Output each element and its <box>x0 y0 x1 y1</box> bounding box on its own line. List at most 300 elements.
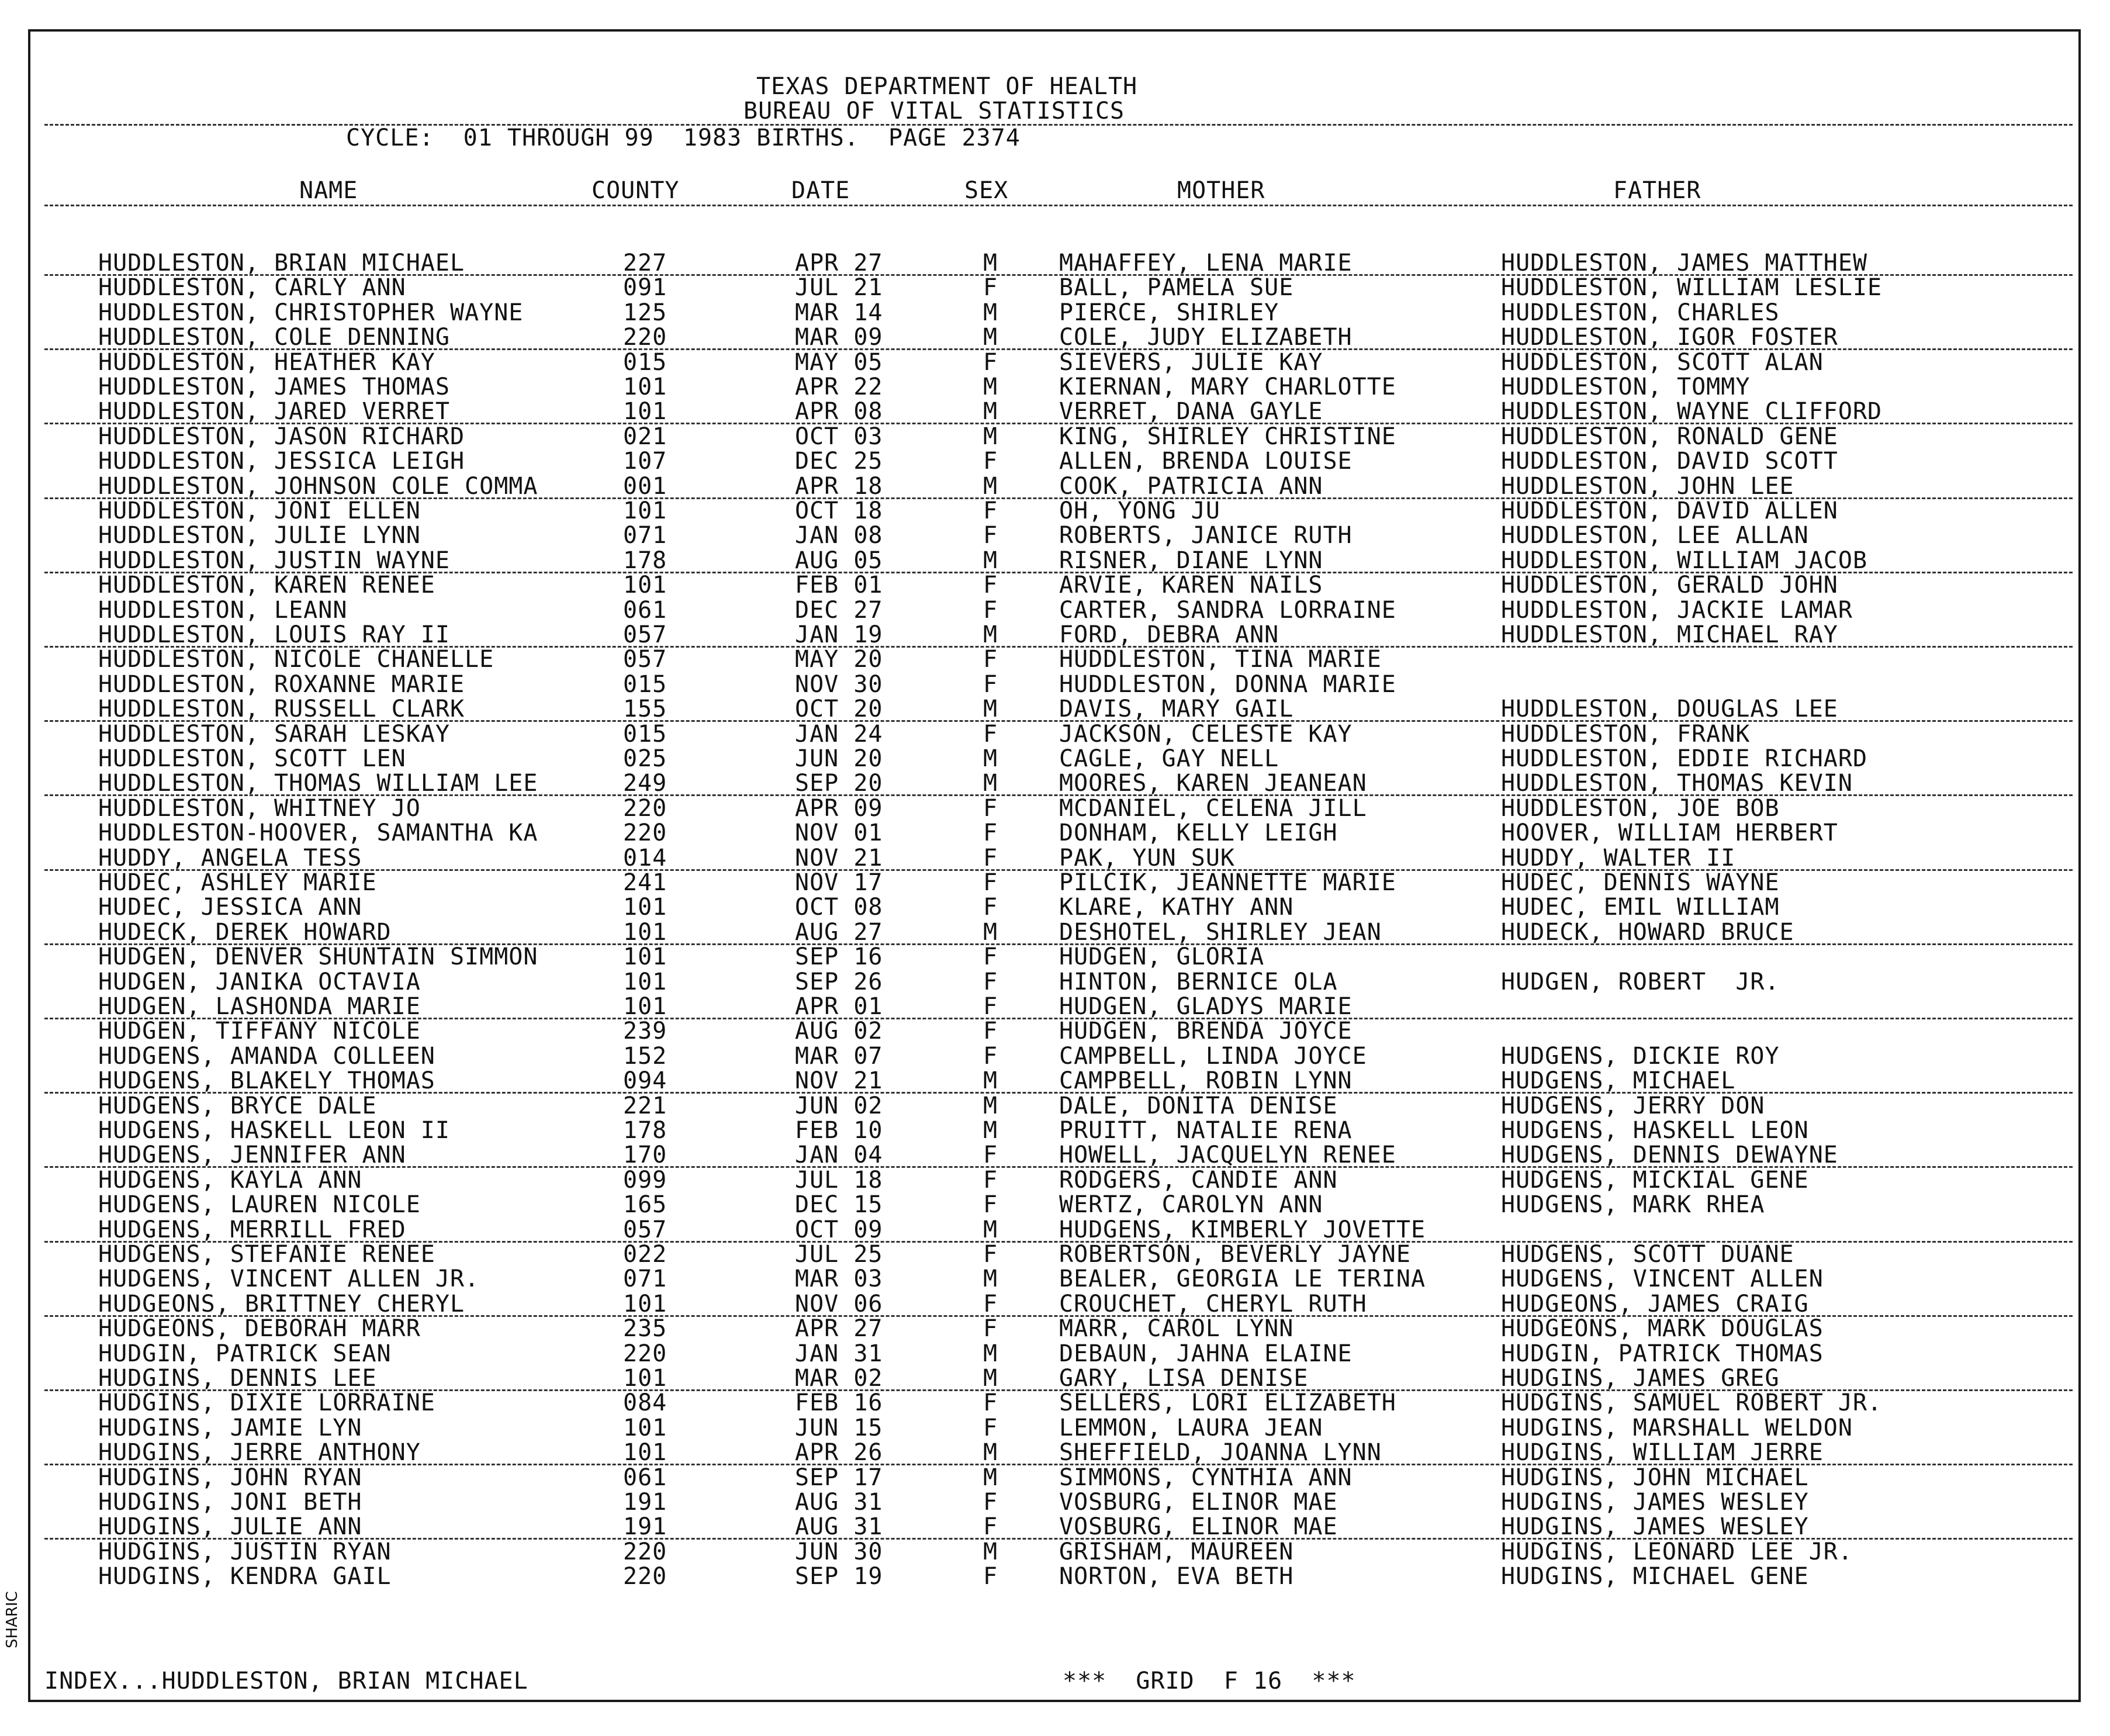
table-row <box>30 1068 2083 1093</box>
sex-cell: F <box>983 348 998 376</box>
name-cell: HUDGINS, JERRE ANTHONY <box>98 1439 421 1467</box>
county-cell: 015 <box>623 348 667 376</box>
mother-cell: GRISHAM, MAUREEN <box>1059 1538 1294 1565</box>
sex-cell: M <box>983 1216 998 1243</box>
father-cell: HUDDLESTON, RONALD GENE <box>1501 423 1838 450</box>
date-cell: OCT 08 <box>795 894 883 921</box>
father-cell: HUDGENS, DENNIS DEWAYNE <box>1501 1142 1838 1169</box>
sex-cell: M <box>983 1265 998 1293</box>
date-cell: DEC 15 <box>795 1191 883 1219</box>
sex-cell: F <box>983 497 998 524</box>
father-cell: HUDDLESTON, DAVID SCOTT <box>1501 448 1838 475</box>
mother-cell: PRUITT, NATALIE RENA <box>1059 1117 1353 1144</box>
date-cell: APR 27 <box>795 1315 883 1343</box>
mother-cell: DAVIS, MARY GAIL <box>1059 696 1294 723</box>
father-cell: HUDDLESTON, DOUGLAS LEE <box>1501 696 1838 723</box>
name-cell: HUDGENS, MERRILL FRED <box>98 1216 406 1243</box>
mother-cell: NORTON, EVA BETH <box>1059 1563 1294 1590</box>
mother-cell: CROUCHET, CHERYL RUTH <box>1059 1290 1367 1317</box>
name-cell: HUDGENS, KAYLA ANN <box>98 1166 362 1194</box>
county-cell: 101 <box>623 398 667 426</box>
sex-cell: F <box>983 522 998 549</box>
mother-cell: PIERCE, SHIRLEY <box>1059 299 1279 326</box>
name-cell: HUDGINS, JOHN RYAN <box>98 1464 362 1491</box>
date-cell: APR 18 <box>795 472 883 500</box>
father-cell: HUDDLESTON, SCOTT ALAN <box>1501 348 1824 376</box>
column-header-divider <box>44 205 2073 206</box>
table-row <box>30 399 2083 424</box>
county-cell: 220 <box>623 324 667 351</box>
table-row <box>30 424 2083 449</box>
county-cell: 220 <box>623 819 667 847</box>
county-cell: 101 <box>623 1365 667 1392</box>
table-row <box>30 796 2083 821</box>
column-header-name: NAME <box>299 177 358 204</box>
sex-cell: F <box>983 572 998 599</box>
county-cell: 091 <box>623 274 667 302</box>
mother-cell: KING, SHIRLEY CHRISTINE <box>1059 423 1396 450</box>
county-cell: 101 <box>623 374 667 400</box>
date-cell: NOV 21 <box>795 1067 883 1095</box>
sex-cell: F <box>983 1489 998 1516</box>
name-cell: HUDGINS, DIXIE LORRAINE <box>98 1389 435 1417</box>
county-cell: 057 <box>623 1216 667 1243</box>
county-cell: 170 <box>623 1142 667 1169</box>
name-cell: HUDDLESTON, ROXANNE MARIE <box>98 670 465 698</box>
date-cell: MAR 07 <box>795 1042 883 1070</box>
date-cell: JAN 24 <box>795 720 883 748</box>
sex-cell: M <box>983 918 998 946</box>
county-cell: 099 <box>623 1166 667 1194</box>
name-cell: HUDGEONS, DEBORAH MARR <box>98 1315 421 1343</box>
county-cell: 015 <box>623 720 667 748</box>
sex-cell: F <box>983 1241 998 1268</box>
mother-cell: CAMPBELL, ROBIN LYNN <box>1059 1067 1353 1095</box>
name-cell: HUDGENS, VINCENT ALLEN JR. <box>98 1265 480 1293</box>
header-title: TEXAS DEPARTMENT OF HEALTH <box>756 73 1138 100</box>
table-row <box>30 1292 2083 1316</box>
county-cell: 101 <box>623 894 667 921</box>
date-cell: MAY 20 <box>795 646 883 673</box>
county-cell: 101 <box>623 968 667 995</box>
name-cell: HUDDLESTON, KAREN RENEE <box>98 572 435 599</box>
county-cell: 057 <box>623 646 667 673</box>
date-cell: APR 26 <box>795 1439 883 1467</box>
date-cell: NOV 06 <box>795 1290 883 1317</box>
table-row <box>30 895 2083 919</box>
name-cell: HUDGINS, JONI BETH <box>98 1489 362 1516</box>
county-cell: 107 <box>623 448 667 475</box>
table-row <box>30 1218 2083 1242</box>
father-cell: HUDDLESTON, JAMES MATTHEW <box>1501 250 1868 276</box>
sex-cell: F <box>983 968 998 995</box>
date-cell: JAN 19 <box>795 621 883 648</box>
date-cell: OCT 09 <box>795 1216 883 1243</box>
date-cell: JUN 15 <box>795 1414 883 1441</box>
table-row <box>30 1391 2083 1415</box>
date-cell: JUN 20 <box>795 745 883 772</box>
name-cell: HUDGENS, AMANDA COLLEEN <box>98 1042 435 1070</box>
father-cell: HUDGINS, LEONARD LEE JR. <box>1501 1538 1853 1565</box>
father-cell: HUDDLESTON, EDDIE RICHARD <box>1501 745 1868 772</box>
father-cell: HUDGINS, JOHN MICHAEL <box>1501 1464 1809 1491</box>
name-cell: HUDEC, JESSICA ANN <box>98 894 362 921</box>
county-cell: 101 <box>623 1439 667 1467</box>
sex-cell: M <box>983 1365 998 1392</box>
table-row <box>30 722 2083 746</box>
name-cell: HUDECK, DEREK HOWARD <box>98 918 392 946</box>
sex-cell: F <box>983 670 998 698</box>
date-cell: FEB 01 <box>795 572 883 599</box>
table-row <box>30 1192 2083 1217</box>
microfiche-page <box>28 29 2081 1702</box>
mother-cell: HUDDLESTON, TINA MARIE <box>1059 646 1382 673</box>
county-cell: 015 <box>623 670 667 698</box>
table-row <box>30 1514 2083 1539</box>
father-cell: HUDDLESTON, GERALD JOHN <box>1501 572 1838 599</box>
mother-cell: DALE, DONITA DENISE <box>1059 1092 1338 1119</box>
father-cell: HUDGEONS, MARK DOUGLAS <box>1501 1315 1824 1343</box>
name-cell: HUDDLESTON, BRIAN MICHAEL <box>98 250 465 276</box>
county-cell: 220 <box>623 1563 667 1590</box>
county-cell: 178 <box>623 547 667 574</box>
name-cell: HUDDLESTON, JONI ELLEN <box>98 497 421 524</box>
mother-cell: HUDGENS, KIMBERLY JOVETTE <box>1059 1216 1426 1243</box>
footer-grid: *** GRID F 16 *** <box>1063 1668 1356 1694</box>
table-row <box>30 697 2083 721</box>
table-row <box>30 920 2083 945</box>
name-cell: HUDGENS, STEFANIE RENEE <box>98 1241 435 1268</box>
date-cell: JAN 08 <box>795 522 883 549</box>
father-cell: HUDGINS, JAMES GREG <box>1501 1365 1780 1392</box>
sex-cell: F <box>983 646 998 673</box>
mother-cell: WERTZ, CAROLYN ANN <box>1059 1191 1323 1219</box>
table-row <box>30 325 2083 350</box>
father-cell: HOOVER, WILLIAM HERBERT <box>1501 819 1838 847</box>
table-row <box>30 1416 2083 1440</box>
mother-cell: MOORES, KAREN JEANEAN <box>1059 770 1367 797</box>
sex-cell: F <box>983 1042 998 1070</box>
father-cell: HUDDLESTON, WILLIAM JACOB <box>1501 547 1868 574</box>
sex-cell: F <box>983 1389 998 1417</box>
mother-cell: OH, YONG JU <box>1059 497 1220 524</box>
mother-cell: BEALER, GEORGIA LE TERINA <box>1059 1265 1426 1293</box>
county-cell: 101 <box>623 1414 667 1441</box>
date-cell: JAN 31 <box>795 1340 883 1367</box>
name-cell: HUDGEN, JANIKA OCTAVIA <box>98 968 421 995</box>
table-row <box>30 598 2083 623</box>
mother-cell: SIEVERS, JULIE KAY <box>1059 348 1323 376</box>
date-cell: JUL 18 <box>795 1166 883 1194</box>
county-cell: 014 <box>623 844 667 872</box>
mother-cell: VERRET, DANA GAYLE <box>1059 398 1323 426</box>
sex-cell: F <box>983 448 998 475</box>
name-cell: HUDGINS, KENDRA GAIL <box>98 1563 392 1590</box>
father-cell: HUDDLESTON, JACKIE LAMAR <box>1501 596 1853 624</box>
name-cell: HUDDLESTON, JUSTIN WAYNE <box>98 547 450 574</box>
sex-cell: M <box>983 1340 998 1367</box>
name-cell: HUDGINS, JAMIE LYN <box>98 1414 362 1441</box>
sex-cell: M <box>983 621 998 648</box>
name-cell: HUDDLESTON, SCOTT LEN <box>98 745 406 772</box>
mother-cell: ROBERTS, JANICE RUTH <box>1059 522 1353 549</box>
table-row <box>30 251 2083 275</box>
county-cell: 061 <box>623 596 667 624</box>
date-cell: JAN 04 <box>795 1142 883 1169</box>
date-cell: AUG 27 <box>795 918 883 946</box>
date-cell: FEB 16 <box>795 1389 883 1417</box>
mother-cell: PILCIK, JEANNETTE MARIE <box>1059 869 1396 896</box>
footer-index: INDEX...HUDDLESTON, BRIAN MICHAEL <box>44 1668 528 1694</box>
table-row <box>30 771 2083 796</box>
sex-cell: F <box>983 819 998 847</box>
mother-cell: ARVIE, KAREN NAILS <box>1059 572 1323 599</box>
table-row <box>30 846 2083 870</box>
mother-cell: VOSBURG, ELINOR MAE <box>1059 1489 1338 1516</box>
county-cell: 191 <box>623 1489 667 1516</box>
county-cell: 071 <box>623 1265 667 1293</box>
father-cell: HUDGENS, DICKIE ROY <box>1501 1042 1780 1070</box>
date-cell: SEP 20 <box>795 770 883 797</box>
name-cell: HUDDLESTON, LOUIS RAY II <box>98 621 450 648</box>
name-cell: HUDDLESTON, JAMES THOMAS <box>98 374 450 400</box>
county-cell: 022 <box>623 1241 667 1268</box>
mother-cell: MARR, CAROL LYNN <box>1059 1315 1294 1343</box>
sex-cell: M <box>983 1117 998 1144</box>
mother-cell: MAHAFFEY, LENA MARIE <box>1059 250 1353 276</box>
mother-cell: DESHOTEL, SHIRLEY JEAN <box>1059 918 1382 946</box>
sex-cell: M <box>983 745 998 772</box>
table-row <box>30 275 2083 300</box>
date-cell: APR 08 <box>795 398 883 426</box>
date-cell: APR 09 <box>795 794 883 822</box>
father-cell: HUDGINS, JAMES WESLEY <box>1501 1489 1809 1516</box>
sex-cell: F <box>983 596 998 624</box>
name-cell: HUDDLESTON, WHITNEY JO <box>98 794 421 822</box>
mother-cell: RISNER, DIANE LYNN <box>1059 547 1323 574</box>
father-cell: HUDGIN, PATRICK THOMAS <box>1501 1340 1824 1367</box>
sex-cell: F <box>983 720 998 748</box>
name-cell: HUDGENS, BRYCE DALE <box>98 1092 377 1119</box>
date-cell: APR 01 <box>795 993 883 1020</box>
table-row <box>30 300 2083 325</box>
table-row <box>30 350 2083 375</box>
father-cell: HUDDLESTON, THOMAS KEVIN <box>1501 770 1853 797</box>
county-cell: 101 <box>623 993 667 1020</box>
table-row <box>30 821 2083 845</box>
table-row <box>30 970 2083 994</box>
sex-cell: F <box>983 869 998 896</box>
county-cell: 178 <box>623 1117 667 1144</box>
table-row <box>30 1366 2083 1391</box>
county-cell: 101 <box>623 1290 667 1317</box>
father-cell: HUDDLESTON, FRANK <box>1501 720 1751 748</box>
father-cell: HUDDLESTON, TOMMY <box>1501 374 1751 400</box>
date-cell: JUL 21 <box>795 274 883 302</box>
name-cell: HUDGENS, HASKELL LEON II <box>98 1117 450 1144</box>
table-row <box>30 1341 2083 1366</box>
table-row <box>30 523 2083 548</box>
sex-cell: F <box>983 1563 998 1590</box>
mother-cell: KLARE, KATHY ANN <box>1059 894 1294 921</box>
county-cell: 220 <box>623 1538 667 1565</box>
table-row <box>30 375 2083 399</box>
table-row <box>30 1019 2083 1043</box>
sex-cell: F <box>983 1166 998 1194</box>
sex-cell: F <box>983 1142 998 1169</box>
table-row <box>30 1490 2083 1514</box>
sex-cell: M <box>983 1067 998 1095</box>
sex-cell: M <box>983 250 998 276</box>
county-cell: 101 <box>623 918 667 946</box>
father-cell: HUDGENS, MICHAEL <box>1501 1067 1736 1095</box>
sex-cell: M <box>983 1439 998 1467</box>
mother-cell: BALL, PAMELA SUE <box>1059 274 1294 302</box>
mother-cell: PAK, YUN SUK <box>1059 844 1235 872</box>
mother-cell: LEMMON, LAURA JEAN <box>1059 1414 1323 1441</box>
father-cell: HUDGINS, MICHAEL GENE <box>1501 1563 1809 1590</box>
father-cell: HUDGENS, MICKIAL GENE <box>1501 1166 1809 1194</box>
mother-cell: HOWELL, JACQUELYN RENEE <box>1059 1142 1396 1169</box>
county-cell: 057 <box>623 621 667 648</box>
table-row <box>30 1143 2083 1167</box>
father-cell: HUDDLESTON, MICHAEL RAY <box>1501 621 1838 648</box>
table-row <box>30 870 2083 895</box>
name-cell: HUDDLESTON, LEANN <box>98 596 348 624</box>
county-cell: 241 <box>623 869 667 896</box>
date-cell: DEC 25 <box>795 448 883 475</box>
father-cell: HUDGINS, MARSHALL WELDON <box>1501 1414 1853 1441</box>
father-cell: HUDGENS, HASKELL LEON <box>1501 1117 1809 1144</box>
name-cell: HUDEC, ASHLEY MARIE <box>98 869 377 896</box>
name-cell: HUDGENS, JENNIFER ANN <box>98 1142 406 1169</box>
county-cell: 220 <box>623 1340 667 1367</box>
table-row <box>30 1168 2083 1192</box>
name-cell: HUDDLESTON, JULIE LYNN <box>98 522 421 549</box>
date-cell: APR 27 <box>795 250 883 276</box>
date-cell: MAR 14 <box>795 299 883 326</box>
mother-cell: DEBAUN, JAHNA ELAINE <box>1059 1340 1353 1367</box>
father-cell: HUDGINS, JAMES WESLEY <box>1501 1513 1809 1541</box>
table-row <box>30 573 2083 597</box>
mother-cell: HUDDLESTON, DONNA MARIE <box>1059 670 1396 698</box>
mother-cell: GARY, LISA DENISE <box>1059 1365 1309 1392</box>
name-cell: HUDGEONS, BRITTNEY CHERYL <box>98 1290 465 1317</box>
name-cell: HUDGINS, JUSTIN RYAN <box>98 1538 392 1565</box>
date-cell: AUG 31 <box>795 1513 883 1541</box>
county-cell: 152 <box>623 1042 667 1070</box>
sex-cell: F <box>983 844 998 872</box>
county-cell: 101 <box>623 943 667 971</box>
father-cell: HUDGINS, WILLIAM JERRE <box>1501 1439 1824 1467</box>
mother-cell: COLE, JUDY ELIZABETH <box>1059 324 1353 351</box>
table-row <box>30 1564 2083 1589</box>
mother-cell: MCDANIEL, CELENA JILL <box>1059 794 1367 822</box>
county-cell: 094 <box>623 1067 667 1095</box>
name-cell: HUDDLESTON, JESSICA LEIGH <box>98 448 465 475</box>
table-row <box>30 1044 2083 1068</box>
table-row <box>30 1316 2083 1341</box>
table-row <box>30 1242 2083 1267</box>
father-cell: HUDGINS, SAMUEL ROBERT JR. <box>1501 1389 1883 1417</box>
name-cell: HUDDLESTON, SARAH LESKAY <box>98 720 450 748</box>
county-cell: 221 <box>623 1092 667 1119</box>
sex-cell: M <box>983 423 998 450</box>
column-header-mother: MOTHER <box>1177 177 1265 204</box>
date-cell: NOV 21 <box>795 844 883 872</box>
name-cell: HUDDLESTON, CHRISTOPHER WAYNE <box>98 299 524 326</box>
date-cell: MAR 03 <box>795 1265 883 1293</box>
date-cell: FEB 10 <box>795 1117 883 1144</box>
county-cell: 227 <box>623 250 667 276</box>
father-cell: HUDEC, DENNIS WAYNE <box>1501 869 1780 896</box>
sex-cell: F <box>983 1414 998 1441</box>
date-cell: OCT 20 <box>795 696 883 723</box>
sex-cell: F <box>983 794 998 822</box>
name-cell: HUDDLESTON, HEATHER KAY <box>98 348 435 376</box>
county-cell: 220 <box>623 794 667 822</box>
date-cell: MAR 02 <box>795 1365 883 1392</box>
name-cell: HUDDLESTON-HOOVER, SAMANTHA KA <box>98 819 538 847</box>
name-cell: HUDGEN, TIFFANY NICOLE <box>98 1018 421 1045</box>
sex-cell: M <box>983 547 998 574</box>
mother-cell: HUDGEN, GLADYS MARIE <box>1059 993 1353 1020</box>
father-cell: HUDGENS, VINCENT ALLEN <box>1501 1265 1824 1293</box>
mother-cell: KIERNAN, MARY CHARLOTTE <box>1059 374 1396 400</box>
mother-cell: RODGERS, CANDIE ANN <box>1059 1166 1338 1194</box>
table-row <box>30 1118 2083 1143</box>
date-cell: MAY 05 <box>795 348 883 376</box>
county-cell: 061 <box>623 1464 667 1491</box>
county-cell: 235 <box>623 1315 667 1343</box>
sex-cell: F <box>983 1191 998 1219</box>
sex-cell: M <box>983 1538 998 1565</box>
father-cell: HUDDLESTON, LEE ALLAN <box>1501 522 1809 549</box>
table-row <box>30 945 2083 969</box>
name-cell: HUDDLESTON, JOHNSON COLE COMMA <box>98 472 538 500</box>
father-cell: HUDGEONS, JAMES CRAIG <box>1501 1290 1809 1317</box>
name-cell: HUDGEN, LASHONDA MARIE <box>98 993 421 1020</box>
name-cell: HUDDLESTON, CARLY ANN <box>98 274 406 302</box>
table-row <box>30 1465 2083 1490</box>
father-cell: HUDDLESTON, CHARLES <box>1501 299 1780 326</box>
table-row <box>30 449 2083 473</box>
name-cell: HUDGENS, LAUREN NICOLE <box>98 1191 421 1219</box>
county-cell: 249 <box>623 770 667 797</box>
mother-cell: CAGLE, GAY NELL <box>1059 745 1279 772</box>
date-cell: AUG 31 <box>795 1489 883 1516</box>
county-cell: 001 <box>623 472 667 500</box>
name-cell: HUDDLESTON, THOMAS WILLIAM LEE <box>98 770 538 797</box>
name-cell: HUDDLESTON, JARED VERRET <box>98 398 450 426</box>
table-row <box>30 623 2083 647</box>
county-cell: 101 <box>623 572 667 599</box>
table-row <box>30 548 2083 573</box>
date-cell: OCT 03 <box>795 423 883 450</box>
name-cell: HUDDLESTON, COLE DENNING <box>98 324 450 351</box>
county-cell: 084 <box>623 1389 667 1417</box>
mother-cell: FORD, DEBRA ANN <box>1059 621 1279 648</box>
mother-cell: COOK, PATRICIA ANN <box>1059 472 1323 500</box>
county-cell: 021 <box>623 423 667 450</box>
sex-cell: M <box>983 1092 998 1119</box>
date-cell: OCT 18 <box>795 497 883 524</box>
name-cell: HUDGEN, DENVER SHUNTAIN SIMMON <box>98 943 538 971</box>
name-cell: HUDGENS, BLAKELY THOMAS <box>98 1067 435 1095</box>
father-cell: HUDDLESTON, JOHN LEE <box>1501 472 1794 500</box>
date-cell: APR 22 <box>795 374 883 400</box>
name-cell: HUDDY, ANGELA TESS <box>98 844 362 872</box>
